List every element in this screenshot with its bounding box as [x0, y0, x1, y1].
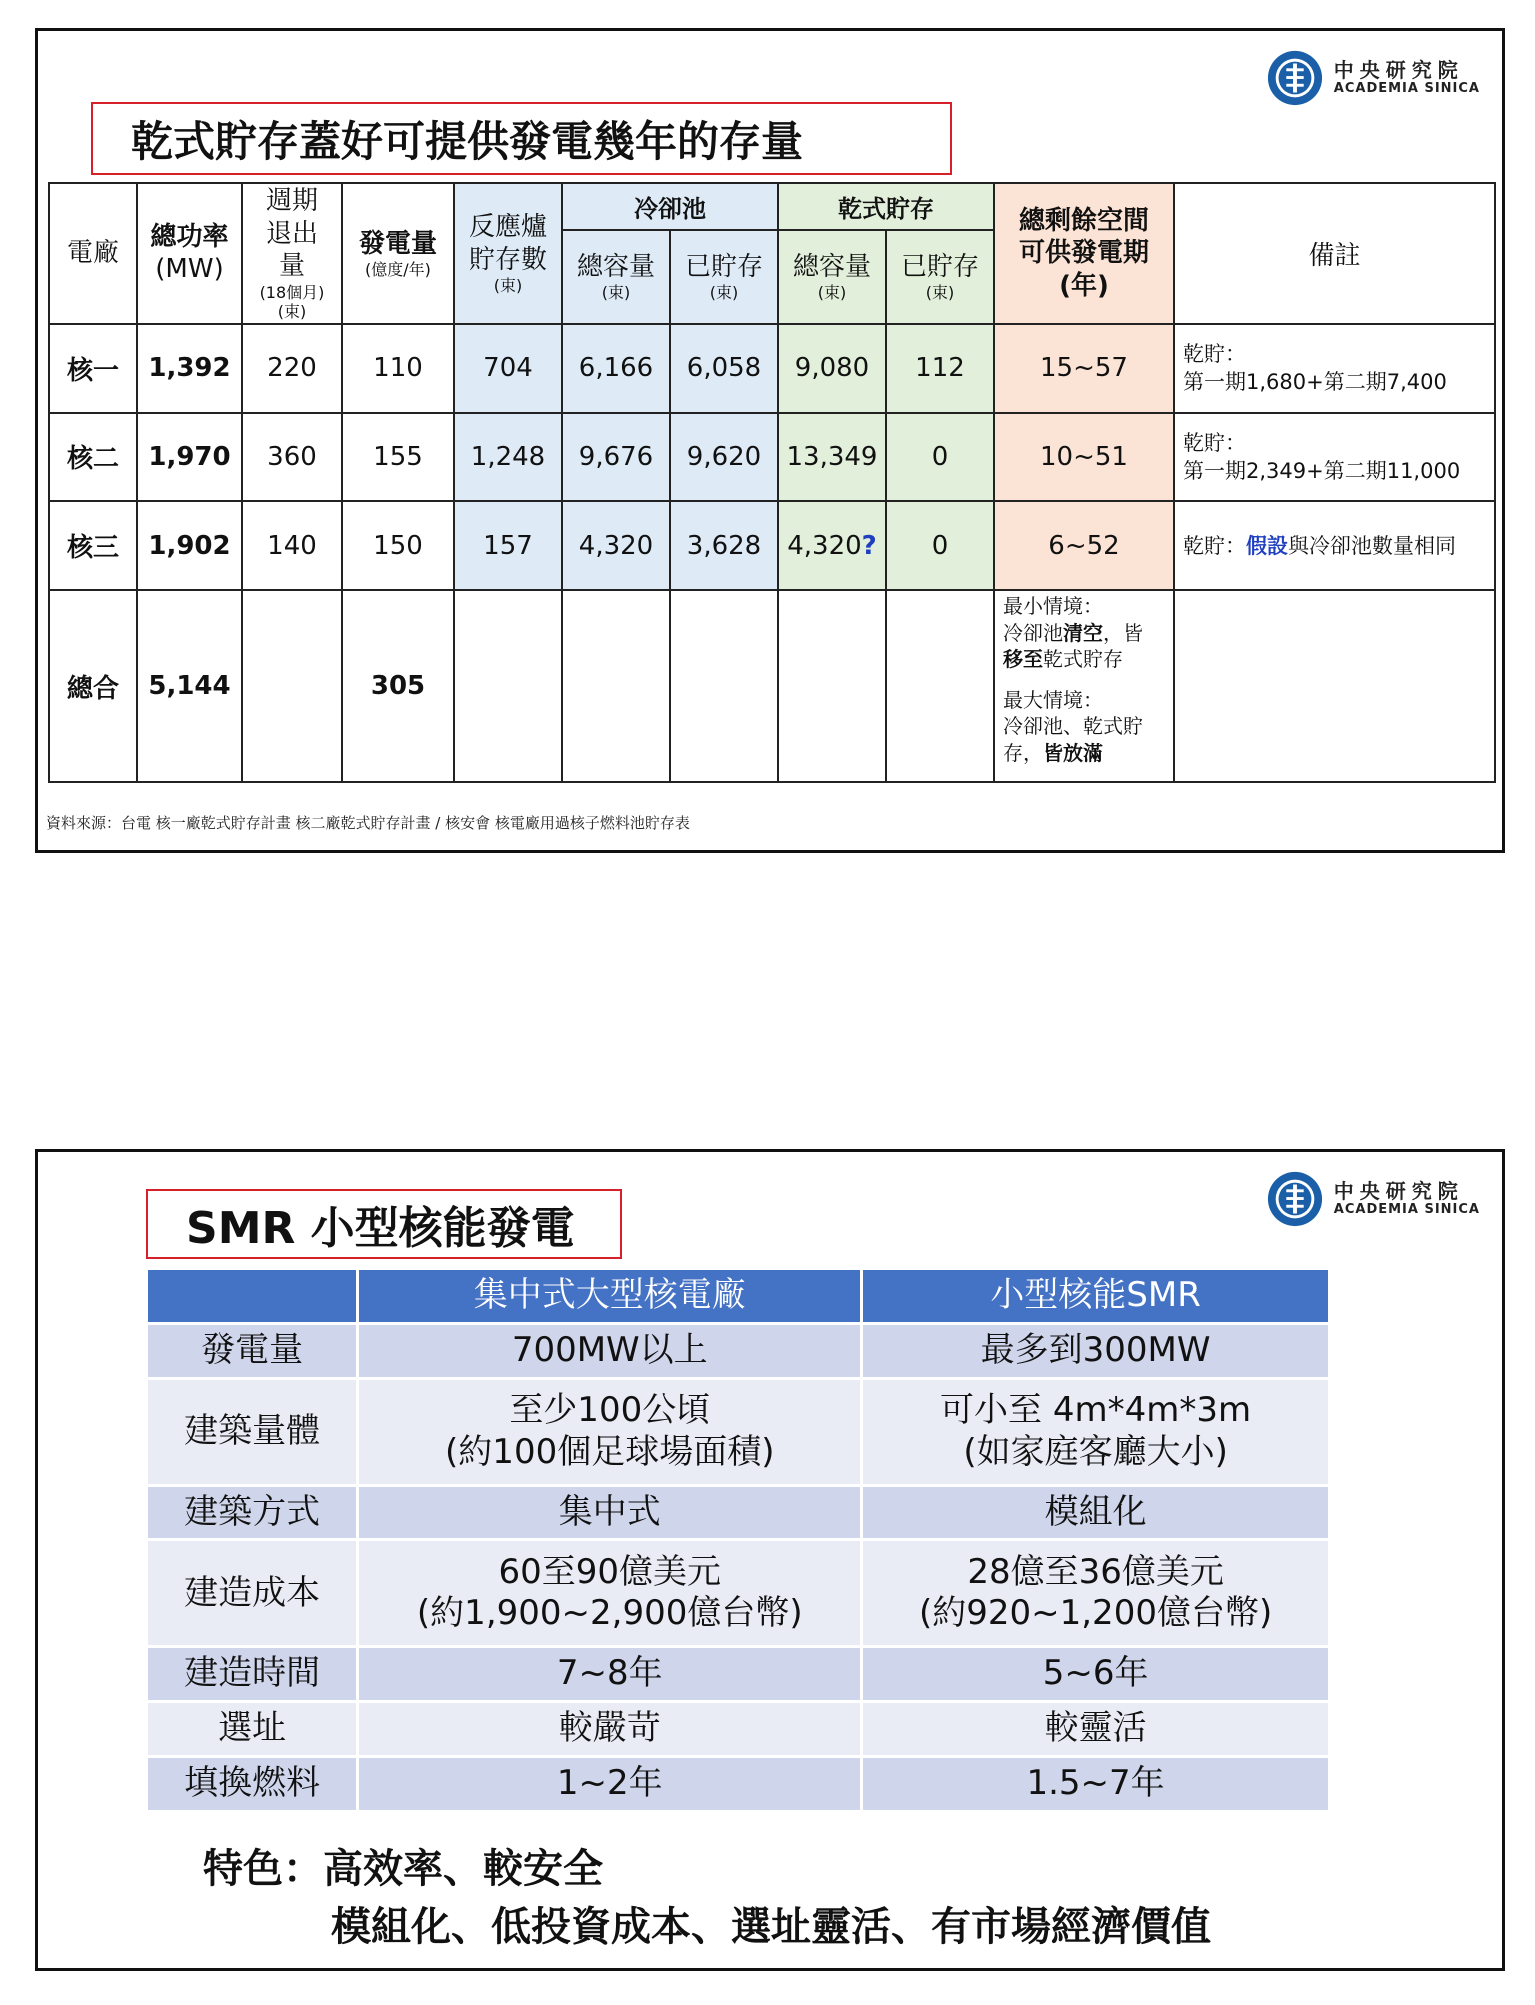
cell-retire: 220 — [242, 324, 342, 413]
table-header-row-1 — [49, 183, 1495, 230]
table-row — [148, 1758, 1328, 1810]
cell-dry-capacity: 4,320? — [778, 501, 886, 590]
min-scenario: 最小情境： 冷卻池清空，皆 移至乾式貯存 — [1003, 594, 1143, 672]
cell-total-label: 總合 — [49, 590, 137, 782]
dry-storage-table — [48, 182, 1496, 783]
header-plant: 電廠 — [49, 183, 137, 324]
cell-smr: 5~6年 — [863, 1648, 1328, 1700]
academia-sinica-logo — [1266, 49, 1480, 107]
cell-dry-capacity: 13,349 — [778, 413, 886, 502]
header-dry-storage: 乾式貯存 — [778, 183, 994, 230]
cell-pool-capacity: 9,676 — [562, 413, 670, 502]
cell-large-plant: 7~8年 — [359, 1648, 860, 1700]
logo-english-name: ACADEMIA SINICA — [1333, 81, 1480, 97]
cell-power: 1,902 — [137, 501, 242, 590]
header-pool-capacity: 總容量 (束) — [562, 230, 670, 324]
table-row — [148, 1648, 1328, 1700]
table-row — [148, 1325, 1328, 1377]
cell-pool-stored: 9,620 — [670, 413, 778, 502]
row-label: 填換燃料 — [148, 1758, 356, 1810]
cell-reactor: 157 — [454, 501, 562, 590]
cell-large-plant: 1~2年 — [359, 1758, 860, 1810]
question-mark: ? — [861, 530, 877, 561]
header-retire: 週期退出量 (18個月) (束) — [242, 183, 342, 324]
cell-plant: 核三 — [49, 501, 137, 590]
row-label: 建築量體 — [148, 1380, 356, 1484]
row-label: 選址 — [148, 1703, 356, 1755]
cell-generation: 155 — [342, 413, 454, 502]
cell-note: 乾貯： 第一期2,349+第二期11,000 — [1174, 413, 1495, 502]
cell-large-plant: 至少100公頃 (約100個足球場面積) — [359, 1380, 860, 1484]
header-cooling-pool: 冷卻池 — [562, 183, 778, 230]
slide-title: SMR 小型核能發電 — [146, 1189, 622, 1259]
table-row — [49, 501, 1495, 590]
logo-chinese-name: 中央研究院 — [1333, 1179, 1464, 1204]
row-label: 建造時間 — [148, 1648, 356, 1700]
academia-sinica-seal-icon — [1266, 49, 1324, 107]
features-line-1: 特色：高效率、較安全 — [203, 1846, 603, 1892]
cell-generation: 110 — [342, 324, 454, 413]
cell-smr: 模組化 — [863, 1487, 1328, 1539]
header-dry-stored: 已貯存 (束) — [886, 230, 994, 324]
row-label: 建造成本 — [148, 1541, 356, 1645]
header-pool-stored: 已貯存 (束) — [670, 230, 778, 324]
header-power: 總功率 (MW) — [137, 183, 242, 324]
header-remaining-years: 總剩餘空間可供發電期 (年) — [994, 183, 1174, 324]
cell-retire: 360 — [242, 413, 342, 502]
header-generation: 發電量 (億度/年) — [342, 183, 454, 324]
cell-smr: 較靈活 — [863, 1703, 1328, 1755]
header-remarks: 備註 — [1174, 183, 1495, 324]
header-reactor: 反應爐貯存數 (束) — [454, 183, 562, 324]
logo-chinese-name: 中央研究院 — [1333, 58, 1464, 83]
cell-pool-capacity: 4,320 — [562, 501, 670, 590]
cell-empty — [778, 590, 886, 782]
header-large-plant: 集中式大型核電廠 — [359, 1270, 860, 1322]
cell-power: 1,392 — [137, 324, 242, 413]
table-total-row — [49, 590, 1495, 782]
cell-scenarios — [994, 590, 1174, 782]
max-scenario: 最大情境： 冷卻池、乾式貯 存，皆放滿 — [1003, 687, 1143, 766]
cell-empty — [242, 590, 342, 782]
smr-features — [203, 1840, 1211, 1956]
cell-power: 1,970 — [137, 413, 242, 502]
academia-sinica-seal-icon — [1266, 1170, 1324, 1228]
table-row — [49, 324, 1495, 413]
cell-large-plant: 集中式 — [359, 1487, 860, 1539]
header-smr: 小型核能SMR — [863, 1270, 1328, 1322]
cell-dry-capacity: 9,080 — [778, 324, 886, 413]
header-empty — [148, 1270, 356, 1322]
cell-dry-stored: 0 — [886, 413, 994, 502]
table-row — [49, 413, 1495, 502]
row-label: 發電量 — [148, 1325, 356, 1377]
cell-smr: 最多到300MW — [863, 1325, 1328, 1377]
cell-smr: 1.5~7年 — [863, 1758, 1328, 1810]
header-dry-capacity: 總容量 (束) — [778, 230, 886, 324]
table-header-row — [148, 1270, 1328, 1322]
cell-plant: 核二 — [49, 413, 137, 502]
cell-pool-capacity: 6,166 — [562, 324, 670, 413]
cell-large-plant: 700MW以上 — [359, 1325, 860, 1377]
cell-reactor: 1,248 — [454, 413, 562, 502]
cell-years: 15~57 — [994, 324, 1174, 413]
data-source: 資料來源：台電 核一廠乾式貯存計畫 核二廠乾式貯存計畫 / 核安會 核電廠用過核子燃料池貯存表 — [46, 814, 690, 832]
cell-pool-stored: 3,628 — [670, 501, 778, 590]
cell-note: 乾貯：假設與冷卻池數量相同 — [1174, 501, 1495, 590]
cell-pool-stored: 6,058 — [670, 324, 778, 413]
logo-english-name: ACADEMIA SINICA — [1333, 1202, 1480, 1218]
table-row — [148, 1487, 1328, 1539]
table-row — [148, 1541, 1328, 1645]
cell-dry-stored: 0 — [886, 501, 994, 590]
cell-large-plant: 較嚴苛 — [359, 1703, 860, 1755]
slide-dry-storage — [35, 28, 1505, 853]
cell-total-power: 5,144 — [137, 590, 242, 782]
cell-empty — [886, 590, 994, 782]
cell-generation: 150 — [342, 501, 454, 590]
cell-plant: 核一 — [49, 324, 137, 413]
features-line-2: 模組化、低投資成本、選址靈活、有市場經濟價值 — [331, 1904, 1211, 1950]
cell-smr: 可小至 4m*4m*3m (如家庭客廳大小) — [863, 1380, 1328, 1484]
cell-retire: 140 — [242, 501, 342, 590]
academia-sinica-logo — [1266, 1170, 1480, 1228]
cell-empty — [1174, 590, 1495, 782]
cell-reactor: 704 — [454, 324, 562, 413]
table-row — [148, 1703, 1328, 1755]
cell-empty — [670, 590, 778, 782]
cell-empty — [454, 590, 562, 782]
smr-comparison-table — [145, 1267, 1331, 1813]
cell-total-generation: 305 — [342, 590, 454, 782]
cell-empty — [562, 590, 670, 782]
row-label: 建築方式 — [148, 1487, 356, 1539]
cell-dry-stored: 112 — [886, 324, 994, 413]
table-row — [148, 1380, 1328, 1484]
cell-large-plant: 60至90億美元 (約1,900~2,900億台幣) — [359, 1541, 860, 1645]
cell-years: 10~51 — [994, 413, 1174, 502]
slide-title: 乾式貯存蓋好可提供發電幾年的存量 — [91, 102, 952, 175]
cell-smr: 28億至36億美元 (約920~1,200億台幣) — [863, 1541, 1328, 1645]
cell-years: 6~52 — [994, 501, 1174, 590]
slide-smr — [35, 1149, 1505, 1971]
cell-note: 乾貯： 第一期1,680+第二期7,400 — [1174, 324, 1495, 413]
